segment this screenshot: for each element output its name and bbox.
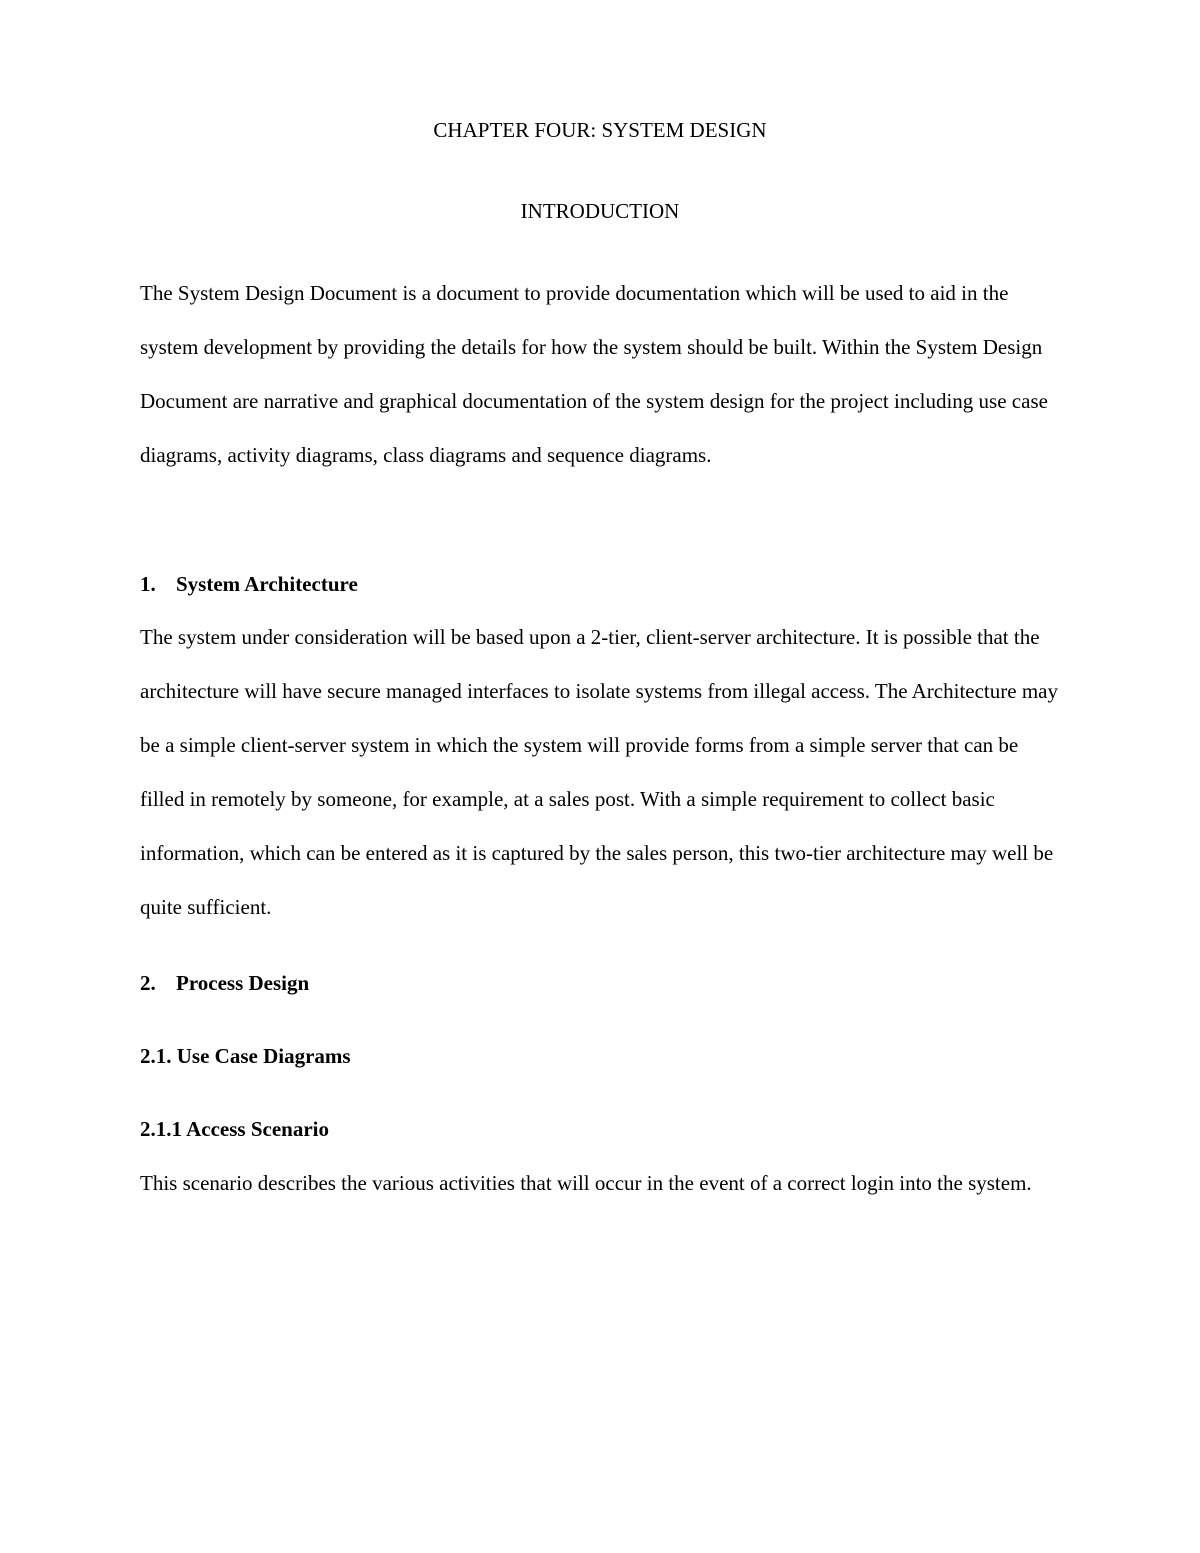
- section-2-1-1-paragraph: This scenario describes the various activities that will occur in the event of a correct login into the system.: [140, 1171, 1032, 1195]
- section-2-1-heading: 2.1. Use Case Diagrams: [140, 1044, 351, 1068]
- section-1-paragraph: The system under consideration will be based upon a 2-tier, client-server architecture. It is possible that the architecture will have secure managed interfaces to isolate systems from illegal access. The Architecture may be a simple client-server system in which the system will provide forms from a simple server that can be filled in remotely by someone, for example, at a sales post. With a simple requirement to collect basic information, which can be entered as it is captured by the sales person, this two-tier architecture may well be quite sufficient.: [140, 625, 1058, 919]
- section-2-title: Process Design: [176, 971, 310, 995]
- section-1-heading: [140, 570, 1065, 598]
- section-2-1-1-heading: 2.1.1 Access Scenario: [140, 1117, 329, 1141]
- chapter-title: CHAPTER FOUR: SYSTEM DESIGN: [433, 118, 767, 142]
- section-2-heading: [140, 969, 1065, 997]
- introduction-paragraph: The System Design Document is a document to provide documentation which will be used to aid in the system development by providing the details for how the system should be built. Within the System Design Document are narrative and graphical documentation of the system design for the project including use case diagrams, activity diagrams, class diagrams and sequence diagrams.: [140, 281, 1048, 467]
- introduction-heading: INTRODUCTION: [520, 199, 680, 223]
- section-1-number: 1.: [140, 572, 156, 596]
- section-1-title: System Architecture: [176, 572, 358, 596]
- section-2-number: 2.: [140, 971, 156, 995]
